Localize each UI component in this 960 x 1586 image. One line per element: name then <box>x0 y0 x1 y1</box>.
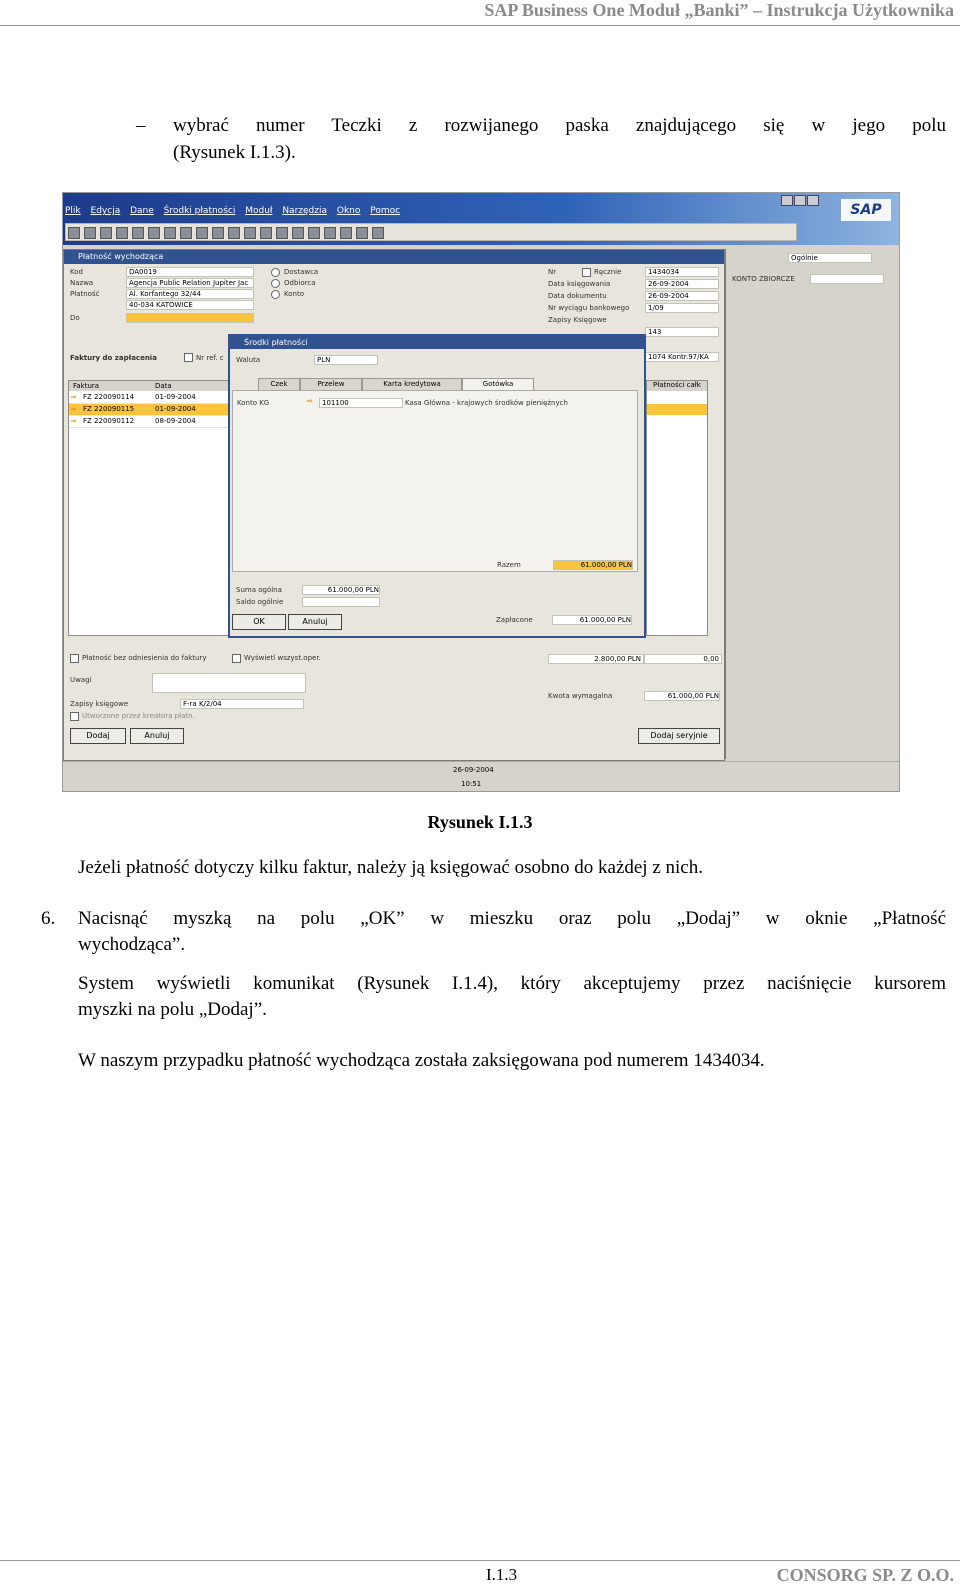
tab-przelew[interactable]: Przelew <box>300 378 362 391</box>
razem-label: Razem <box>497 561 521 569</box>
mail-icon[interactable] <box>116 227 128 239</box>
menu-okno[interactable]: Okno <box>336 206 361 216</box>
bullet-dash: – <box>136 115 146 136</box>
link-arrow-icon[interactable]: ⇨ <box>71 417 77 425</box>
uwagi-field[interactable] <box>152 673 306 693</box>
paragraph-1: Jeżeli płatność dotyczy kilku faktur, należy ją księgować osobno do każdej z nich. <box>78 857 703 878</box>
radio-dostawca[interactable] <box>271 268 280 277</box>
nr-field[interactable]: 1434034 <box>645 267 719 277</box>
first-record-icon[interactable] <box>228 227 240 239</box>
add-icon[interactable] <box>212 227 224 239</box>
company-name: CONSORG SP. Z O.O. <box>776 1565 954 1585</box>
copy-icon[interactable] <box>340 227 352 239</box>
bullet-line-2: (Rysunek I.1.3). <box>173 142 296 163</box>
platnosc-wychodzaca-window <box>63 249 725 761</box>
saldo-field[interactable] <box>302 597 380 607</box>
bez-odniesienia-checkbox[interactable] <box>70 654 79 663</box>
razem-field[interactable]: 61.000,00 PLN <box>553 560 633 570</box>
save-icon[interactable] <box>68 227 80 239</box>
header-divider <box>0 25 960 26</box>
label-data-dokumentu: Data dokumentu <box>548 292 607 300</box>
bez-odniesienia-label: Płatność bez odniesienia do faktury <box>82 654 207 662</box>
close-icon[interactable] <box>807 195 819 206</box>
row-faktura: FZ 220090115 <box>83 405 135 413</box>
dialog-body <box>232 390 638 572</box>
calendar-icon[interactable] <box>324 227 336 239</box>
toolbar <box>65 223 797 241</box>
step-line-2: wychodząca”. <box>78 934 186 955</box>
document-header: SAP Business One Moduł „Banki” – Instrukcja Użytkownika <box>484 0 954 20</box>
menu-plik[interactable]: Plik <box>65 206 81 216</box>
platnosci-column <box>646 380 708 636</box>
srodki-platnosci-dialog <box>228 334 646 638</box>
reczne-label: Ręcznie <box>594 268 622 276</box>
edit-icon[interactable] <box>292 227 304 239</box>
zaplacone-field[interactable]: 61.000,00 PLN <box>552 615 632 625</box>
waluta-field[interactable]: PLN <box>314 355 378 365</box>
menu-narzedzia[interactable]: Narzędzia <box>282 206 327 216</box>
wyswietl-label: Wyświetl wszyst.oper. <box>244 654 321 662</box>
ok-button[interactable]: OK <box>232 614 286 630</box>
data-ksiegowania-field[interactable]: 26-09-2004 <box>645 279 719 289</box>
label-zapisy-ksiegowe: Zapisy Księgowe <box>548 316 607 324</box>
kwota-field[interactable]: 61.000,00 PLN <box>644 691 720 701</box>
sum-field[interactable]: 2.800,00 PLN <box>548 654 644 664</box>
status-bar <box>63 761 899 792</box>
calculator-icon[interactable] <box>308 227 320 239</box>
row-faktura: FZ 220090114 <box>83 393 135 401</box>
label-kod: Kod <box>70 268 83 276</box>
status-date: 26-09-2004 <box>453 766 494 774</box>
menu-modul[interactable]: Moduł <box>245 206 273 216</box>
radio-konto[interactable] <box>271 290 280 299</box>
nazwa-field[interactable]: Agencja Public Relation Jupiter Jac <box>126 278 254 288</box>
label-platnosc: Płatność <box>70 290 100 298</box>
adres-line-1[interactable]: Al. Korfantego 32/44 <box>126 289 254 299</box>
dialog-anuluj-button[interactable]: Anuluj <box>288 614 342 630</box>
wyswietl-checkbox[interactable] <box>232 654 241 663</box>
reczne-checkbox[interactable] <box>582 268 591 277</box>
utworzone-checkbox[interactable] <box>70 712 79 721</box>
tab-karta-kredytowa[interactable]: Karta kredytowa <box>362 378 462 391</box>
faktury-grid <box>68 380 230 636</box>
kwota-label: Kwota wymagalna <box>548 692 613 700</box>
label-nazwa: Nazwa <box>70 279 94 287</box>
dodaj-button[interactable]: Dodaj <box>70 728 126 744</box>
radio-dostawca-label: Dostawca <box>284 268 319 276</box>
next-record-icon[interactable] <box>260 227 272 239</box>
dialog-tabs <box>232 378 636 390</box>
menu-bar <box>65 206 407 216</box>
step-number: 6. <box>41 908 56 929</box>
zapisy-label: Zapisy księgowe <box>70 700 129 708</box>
do-field[interactable] <box>126 313 254 323</box>
minimize-icon[interactable] <box>781 195 793 206</box>
table-row[interactable] <box>69 404 229 416</box>
filter-icon[interactable] <box>180 227 192 239</box>
preview-icon[interactable] <box>84 227 96 239</box>
konto-desc: Kasa Główna - krajowych środków pieniężnych <box>405 399 568 407</box>
radio-konto-label: Konto <box>284 290 304 298</box>
adres-line-2[interactable]: 40-034 KATOWICE <box>126 300 254 310</box>
konto-kg-field[interactable]: 101100 <box>319 398 403 408</box>
link-arrow-icon[interactable]: ⇨ <box>71 405 77 413</box>
label-nr-wyciagu: Nr wyciągu bankowego <box>548 304 630 312</box>
excel-icon[interactable] <box>132 227 144 239</box>
prev-record-icon[interactable] <box>244 227 256 239</box>
side-item[interactable]: KONTO ZBIORCZE <box>732 275 795 283</box>
faktury-label: Faktury do zapłacenia <box>70 354 157 362</box>
sap-logo: SAP <box>841 199 891 221</box>
system-line-2: myszki na polu „Dodaj”. <box>78 999 267 1020</box>
settings-icon[interactable] <box>356 227 368 239</box>
seq-field[interactable]: 143 <box>645 327 719 337</box>
suma-field[interactable]: 61.000,00 PLN <box>302 585 380 595</box>
selected-cell[interactable] <box>647 404 707 415</box>
tab-gotowka[interactable]: Gotówka <box>462 378 534 390</box>
table-row[interactable] <box>69 416 229 428</box>
anuluj-button[interactable]: Anuluj <box>130 728 184 744</box>
side-panel <box>725 249 900 759</box>
last-record-icon[interactable] <box>276 227 288 239</box>
help-icon[interactable] <box>372 227 384 239</box>
waluta-label: Waluta <box>236 356 261 364</box>
menu-dane[interactable]: Dane <box>130 206 154 216</box>
konto-arrow-icon[interactable]: ⇨ <box>307 397 313 405</box>
sap-titlebar <box>63 193 899 245</box>
col-data[interactable]: Data <box>155 382 172 390</box>
grid-header <box>69 381 229 391</box>
sap-screenshot <box>62 192 900 792</box>
label-nr: Nr <box>548 268 557 276</box>
word-icon[interactable] <box>148 227 160 239</box>
row-faktura: FZ 220090112 <box>83 417 135 425</box>
restore-icon[interactable] <box>794 195 806 206</box>
label-data-ksiegowania: Data księgowania <box>548 280 611 288</box>
saldo-label: Saldo ogólnie <box>236 598 284 606</box>
final-paragraph: W naszym przypadku płatność wychodząca została zaksięgowana pod numerem 1434034. <box>78 1050 765 1071</box>
pdf-icon[interactable] <box>164 227 176 239</box>
col-platnosci[interactable]: Płatności całk <box>647 381 707 391</box>
row-data: 08-09-2004 <box>155 417 196 425</box>
nr-ref-label: Nr ref. c <box>196 354 224 362</box>
zapisy-field[interactable]: F-ra K/2/04 <box>180 699 304 709</box>
konto-kg-label: Konto KG <box>237 399 270 407</box>
uwagi-label: Uwagi <box>70 676 92 684</box>
zaplacone-label: Zapłacone <box>496 616 533 624</box>
page-number: I.1.3 <box>486 1565 518 1584</box>
status-time: 10:51 <box>461 780 482 788</box>
radio-odbiorca-label: Odbiorca <box>284 279 316 287</box>
col-faktura[interactable]: Faktura <box>73 382 100 390</box>
nr-wyciagu-field[interactable]: 1/09 <box>645 303 719 313</box>
side-dropdown[interactable]: Ogólnie <box>788 253 872 263</box>
menu-pomoc[interactable]: Pomoc <box>370 206 401 216</box>
print-icon[interactable] <box>100 227 112 239</box>
row-data: 01-09-2004 <box>155 393 196 401</box>
dialog-title: Środki płatności <box>230 336 644 349</box>
link-arrow-icon[interactable]: ⇨ <box>71 393 77 401</box>
suma-label: Suma ogólna <box>236 586 282 594</box>
app-window-buttons <box>780 195 819 208</box>
table-row[interactable] <box>69 392 229 404</box>
side-field[interactable] <box>810 274 884 284</box>
data-dokumentu-field[interactable]: 26-09-2004 <box>645 291 719 301</box>
utworzone-label: Utworzone przez kreatora płatn. <box>82 712 195 720</box>
menu-srodki-platnosci[interactable]: Środki płatności <box>163 206 236 216</box>
row-data: 01-09-2004 <box>155 405 196 413</box>
step-line-1: Nacisnąć myszką na polu „OK” w mieszku oraz polu „Dodaj” w oknie „Płatność <box>78 908 946 929</box>
label-do: Do <box>70 314 80 322</box>
figure-caption: Rysunek I.1.3 <box>427 812 533 832</box>
kod-field[interactable]: DA0019 <box>126 267 254 277</box>
footer-divider <box>0 1560 960 1561</box>
nr-ref-checkbox[interactable] <box>184 353 193 362</box>
bullet-line-1: wybrać numer Teczki z rozwijanego paska znajdującego się w jego polu <box>173 115 946 136</box>
konto-kontr-field[interactable]: 1074 Kontr.97/KA <box>645 352 719 362</box>
menu-edycja[interactable]: Edycja <box>90 206 121 216</box>
dodaj-seryjnie-button[interactable]: Dodaj seryjnie <box>638 728 720 744</box>
window-title: Płatność wychodząca <box>64 250 724 264</box>
system-line-1: System wyświetli komunikat (Rysunek I.1.4), który akceptujemy przez naciśnięcie kursorem <box>78 973 946 994</box>
sum-zero-field[interactable]: 0,00 <box>644 654 722 664</box>
find-icon[interactable] <box>196 227 208 239</box>
radio-odbiorca[interactable] <box>271 279 280 288</box>
tab-czek[interactable]: Czek <box>258 378 300 391</box>
